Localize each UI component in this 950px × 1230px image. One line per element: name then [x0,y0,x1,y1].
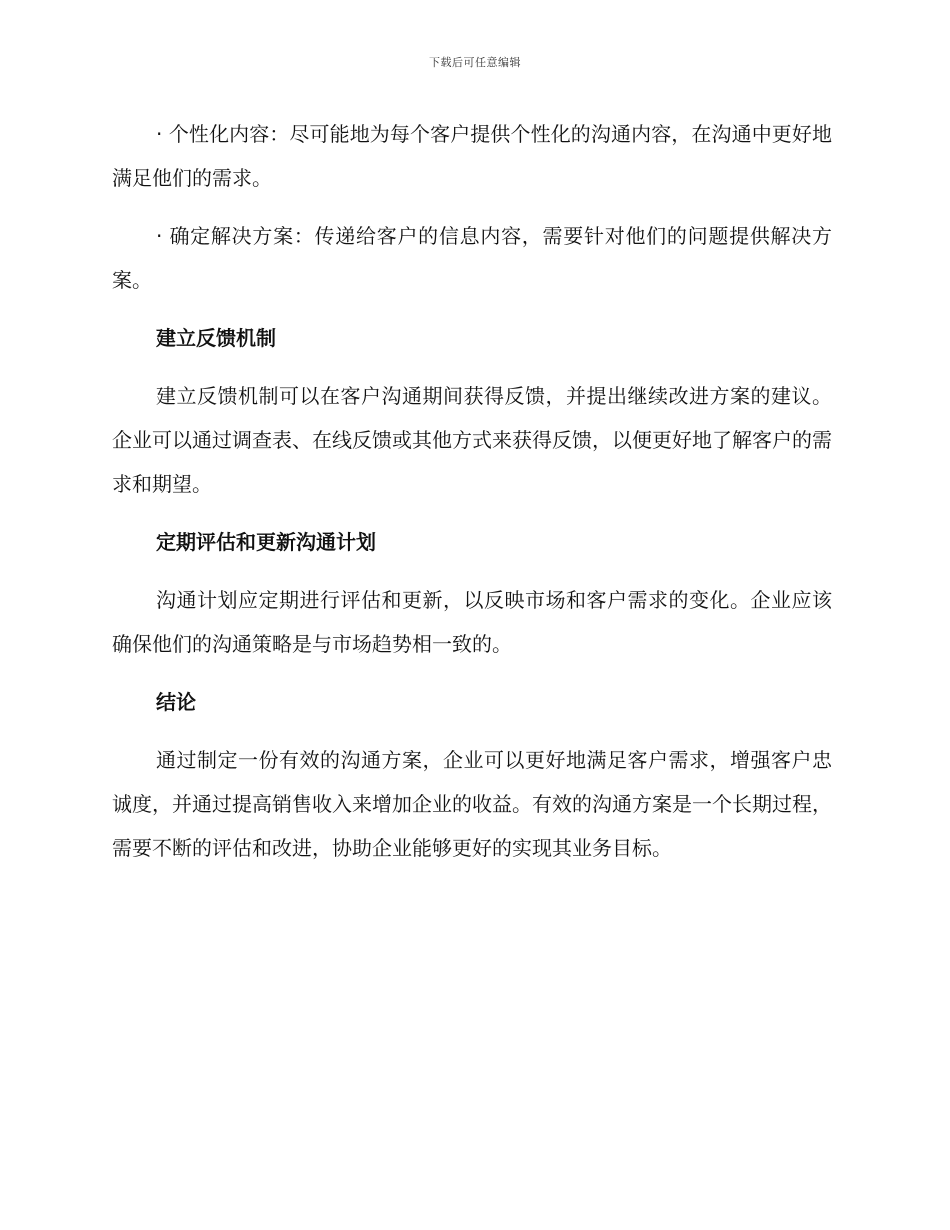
section-body-feedback: 建立反馈机制可以在客户沟通期间获得反馈，并提出继续改进方案的建议。企业可以通过调查表、在线反馈或其他方式来获得反馈，以便更好地了解客户的需求和期望。 [112,384,832,496]
document-body [112,112,832,884]
bullet-personalized-content: · 个性化内容：尽可能地为每个客户提供个性化的沟通内容，在沟通中更好地满足他们的需求。 [112,122,832,190]
header-note: 下载后可任意编辑 [429,56,521,69]
section-body-review: 沟通计划应定期进行评估和更新，以反映市场和客户需求的变化。企业应该确保他们的沟通策略是与市场趋势相一致的。 [112,588,832,656]
section-heading-feedback: 建立反馈机制 [156,326,276,350]
bullet-define-solution: · 确定解决方案：传递给客户的信息内容，需要针对他们的问题提供解决方案。 [112,224,832,292]
section-body-conclusion: 通过制定一份有效的沟通方案，企业可以更好地满足客户需求，增强客户忠诚度，并通过提高销售收入来增加企业的收益。有效的沟通方案是一个长期过程，需要不断的评估和改进，协助企业能够更好的实现其业务目标。 [112,748,832,860]
section-heading-review: 定期评估和更新沟通计划 [156,530,376,554]
section-heading-conclusion: 结论 [156,690,196,714]
